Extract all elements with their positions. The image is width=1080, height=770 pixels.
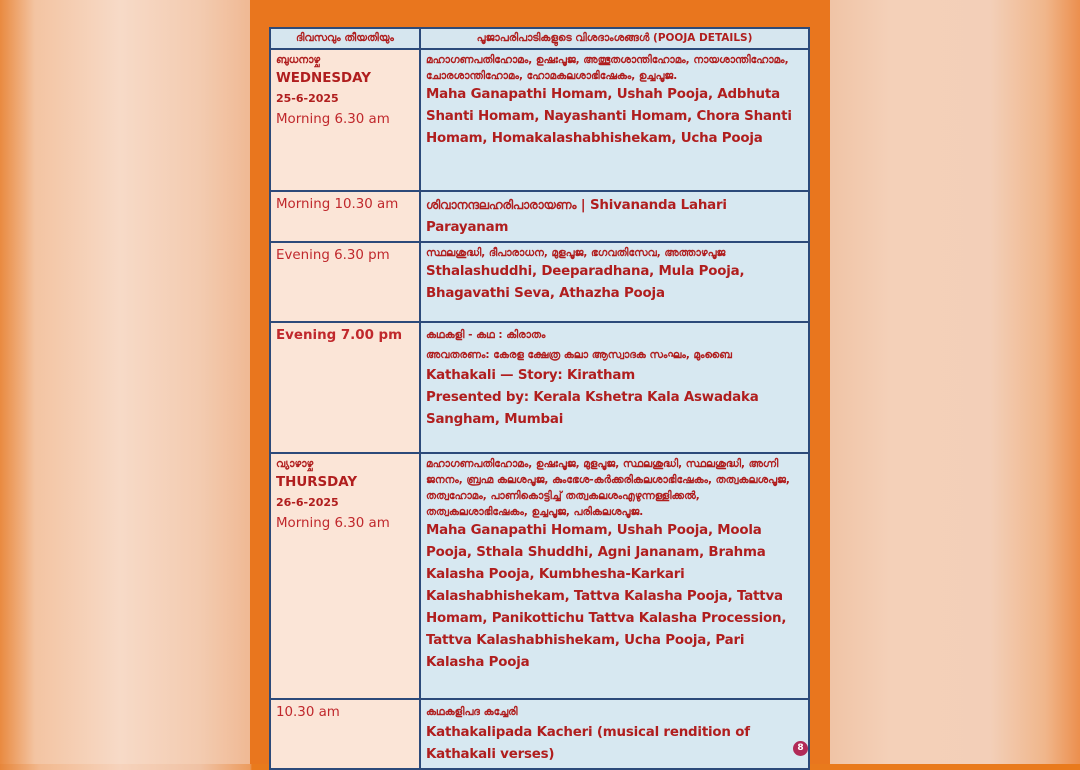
- day-cell: [270, 191, 420, 242]
- table-row: [270, 49, 809, 191]
- details-english: Maha Ganapathi Homam, Ushah Pooja, Adbhuta Shanti Homam, Nayashanti Homam, Chora Shanti Homam, Homakalashabhishekam, Ucha Pooja: [426, 87, 792, 146]
- details-malayalam: കഥകളി - കഥ : കിരാതം: [426, 329, 546, 341]
- time-label: Evening 7.00 pm: [276, 328, 403, 343]
- time-label: 10.30 am: [276, 705, 340, 720]
- day-malayalam: ബുധനാഴ്ച: [276, 54, 321, 66]
- blurred-background-right: [830, 0, 1080, 764]
- table-row: [270, 453, 809, 699]
- details-english: Sthalashuddhi, Deeparadhana, Mula Pooja, Bhagavathi Seva, Athazha Pooja: [426, 264, 745, 301]
- day-cell: [270, 242, 420, 322]
- details-english: Kathakalipada Kacheri (musical rendition of Kathakali verses): [426, 725, 750, 762]
- page-number-badge: 8: [793, 741, 808, 756]
- details-english: Maha Ganapathi Homam, Ushah Pooja, Moola Pooja, Sthala Shuddhi, Agni Jananam, Brahma Kalasha Pooja, Kumbhesha-Karkari Kalashabhishekam, Tattva Kalasha Pooja, Tattva Homam, Panikottichu Tattva Kalasha Procession, Tattva Kalashabhishekam, Ucha Pooja, Pari Kalasha Pooja: [426, 523, 787, 670]
- details-cell: [420, 49, 809, 191]
- details-malayalam: കഥകളിപദ കച്ചേരി: [426, 706, 518, 718]
- day-cell: [270, 49, 420, 191]
- day-cell: [270, 322, 420, 453]
- date-label: 26-6-2025: [276, 496, 339, 509]
- details-cell: [420, 699, 809, 769]
- table-row: [270, 322, 809, 453]
- details-cell: [420, 242, 809, 322]
- brochure-page: [250, 0, 830, 764]
- day-cell: [270, 699, 420, 769]
- pooja-schedule-table: [269, 27, 810, 770]
- date-label: 25-6-2025: [276, 92, 339, 105]
- time-label: Morning 6.30 am: [276, 112, 390, 127]
- header-date-column: ദിവസവും തീയതിയും: [270, 28, 420, 49]
- table-row: [270, 191, 809, 242]
- time-label: Morning 6.30 am: [276, 516, 390, 531]
- day-english: WEDNESDAY: [276, 71, 371, 86]
- details-malayalam: അവതരണം: കേരള ക്ഷേത്ര കലാ ആസ്വാദക സംഘം, മുംബൈ: [426, 349, 732, 361]
- details-malayalam: മഹാഗണപതിഹോമം, ഉഷഃപൂജ, അത്ഭുതശാന്തിഹോമം, നായശാന്തിഹോമം, ചോരശാന്തിഹോമം, ഹോമകലശാഭിഷേകം, ഉച്ചപൂജ.: [426, 54, 789, 82]
- day-english: THURSDAY: [276, 475, 358, 490]
- day-malayalam: വ്യാഴാഴ്ച: [276, 458, 314, 470]
- details-cell: [420, 191, 809, 242]
- details-malayalam: മഹാഗണപതിഹോമം, ഉഷഃപൂജ, മുളപൂജ, സ്ഥലശുദ്ധി, സ്ഥലശുദ്ധി, അഗ്നി ജനനം, ബ്രഹ്മ കലശപൂജ, കുംഭേശ-കർക്കരികലശാഭിഷേകം, തത്വകലശപൂജ, തത്വഹോമം, പാണികൊട്ടിച്ച് തത്വകലശംഎഴുന്നള്ളിക്കൽ, തത്വകലശാഭിഷേകം, ഉച്ചപൂജ, പരികലശപൂജ.: [426, 458, 790, 518]
- blurred-background-left: [0, 0, 250, 764]
- table-row: [270, 699, 809, 769]
- day-cell: [270, 453, 420, 699]
- time-label: Morning 10.30 am: [276, 197, 399, 212]
- details-malayalam: സ്ഥലശുദ്ധി, ദീപാരാധന, മുളപൂജ, ഭഗവതിസേവ, അത്താഴപൂജ: [426, 247, 726, 259]
- details-cell: [420, 453, 809, 699]
- details-cell: [420, 322, 809, 453]
- time-label: Evening 6.30 pm: [276, 248, 390, 263]
- details-malayalam: ശിവാനന്ദലഹരിപാരായണം: [426, 198, 577, 212]
- table-row: [270, 242, 809, 322]
- details-english: Presented by: Kerala Kshetra Kala Aswadaka Sangham, Mumbai: [426, 390, 759, 427]
- details-english: Kathakali — Story: Kiratham: [426, 368, 635, 383]
- details-english: | Shivananda Lahari Parayanam: [426, 198, 727, 235]
- table-header-row: [270, 28, 809, 49]
- header-details-column: പൂജാപരിപാടികളുടെ വിശദാംശങ്ങൾ (POOJA DETAILS): [420, 28, 809, 49]
